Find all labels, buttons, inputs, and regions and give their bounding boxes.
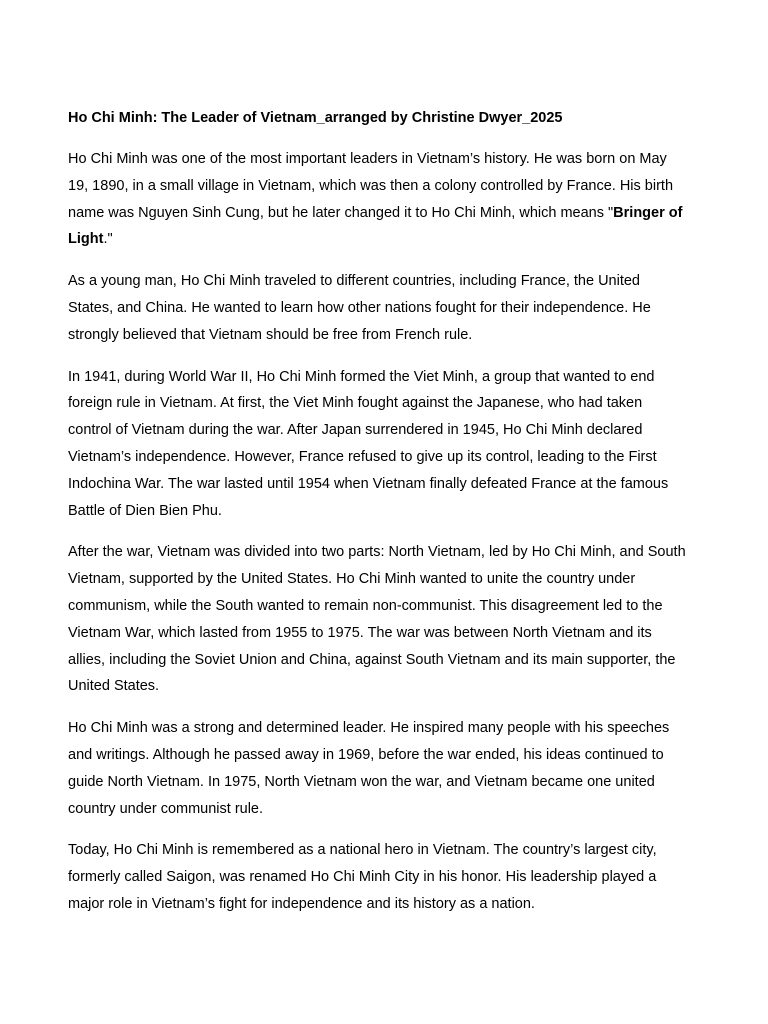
document-page <box>68 108 688 933</box>
paragraph-birth <box>68 146 688 253</box>
paragraph-legacy: Today, Ho Chi Minh is remembered as a national hero in Vietnam. The country’s largest city, formerly called Saigon, was renamed Ho Chi Minh City in his honor. His leadership played a major role in Vietnam’s fight for independence and its history as a nation. <box>68 842 657 912</box>
paragraph-viet-minh: In 1941, during World War II, Ho Chi Minh formed the Viet Minh, a group that wanted to end foreign rule in Vietnam. At first, the Viet Minh fought against the Japanese, who had taken control of Vietnam during the war. After Japan surrendered in 1945, Ho Chi Minh declared Vietnam’s independence. However, France refused to give up its control, leading to the First Indochina War. The war lasted until 1954 when Vietnam finally defeated France at the famous Battle of Dien Bien Phu. <box>68 368 669 519</box>
paragraph-travels: As a young man, Ho Chi Minh traveled to different countries, including France, the United States, and China. He wanted to learn how other nations fought for their independence. He strongly believed that Vietnam should be free from French rule. <box>68 273 651 343</box>
paragraph-birth-text: Ho Chi Minh was one of the most important leaders in Vietnam’s history. He was born on May 19, 1890, in a small village in Vietnam, which was then a colony controlled by France. His birth name was Nguyen Sinh Cung, but he later changed it to Ho Chi Minh, which means " <box>68 151 674 221</box>
paragraph-vietnam-war: After the war, Vietnam was divided into two parts: North Vietnam, led by Ho Chi Minh, and South Vietnam, supported by the United States. Ho Chi Minh wanted to unite the country under communism, while the South wanted to remain non-communist. This disagreement led to the Vietnam War, which lasted from 1955 to 1975. The war was between North Vietnam and its allies, including the Soviet Union and China, against South Vietnam and its main supporter, the United States. <box>68 544 686 695</box>
paragraph-leadership: Ho Chi Minh was a strong and determined leader. He inspired many people with his speeches and writings. Although he passed away in 1969, before the war ended, his ideas continued to guide North Vietnam. In 1975, North Vietnam won the war, and Vietnam became one united country under communist rule. <box>68 720 670 817</box>
bold-phrase-bringer-of-light: Bringer of Light <box>68 204 683 248</box>
document-title: Ho Chi Minh: The Leader of Vietnam_arranged by Christine Dwyer_2025 <box>68 110 563 126</box>
paragraph-birth-end: ." <box>103 231 113 248</box>
